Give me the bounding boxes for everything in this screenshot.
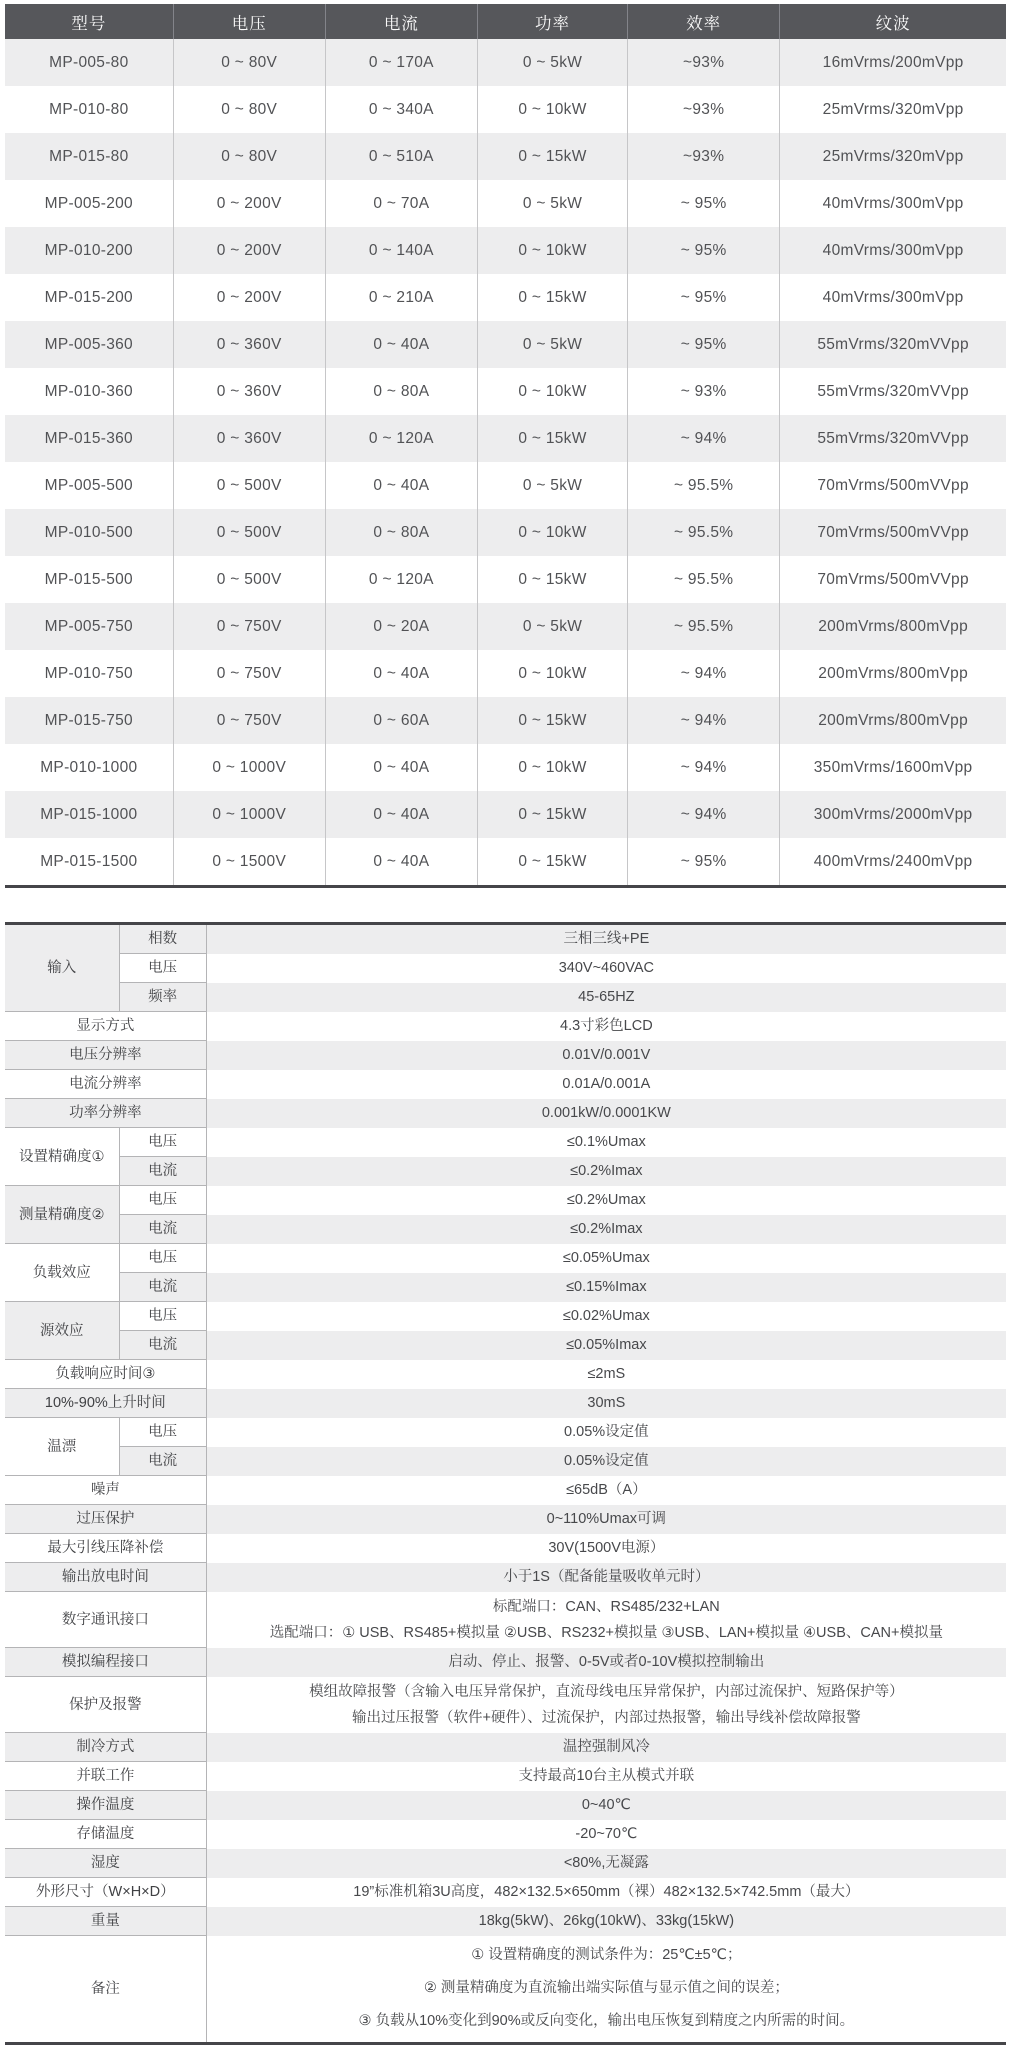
models-header-power: 功率: [477, 4, 627, 39]
spec-row-label: 并联工作: [5, 1762, 206, 1791]
voltage-cell: 0 ~ 750V: [173, 650, 325, 697]
spec-value-cell: 18kg(5kW)、26kg(10kW)、33kg(15kW): [206, 1907, 1006, 1936]
models-table-row: [5, 133, 1006, 180]
current-cell: 0 ~ 40A: [325, 791, 477, 838]
voltage-cell: 0 ~ 750V: [173, 603, 325, 650]
spec-value-cell: 0.01A/0.001A: [206, 1070, 1006, 1099]
power-cell: 0 ~ 15kW: [477, 415, 627, 462]
current-cell: 0 ~ 60A: [325, 697, 477, 744]
spec-row-label: 噪声: [5, 1476, 206, 1505]
models-table-row: [5, 39, 1006, 86]
spec-table-section: [5, 922, 1006, 2045]
efficiency-cell: ~ 95.5%: [628, 603, 780, 650]
spec-row-label: 输出放电时间: [5, 1563, 206, 1592]
efficiency-cell: ~ 94%: [628, 415, 780, 462]
ripple-cell: 40mVrms/300mVpp: [780, 180, 1006, 227]
spec-row-label: 保护及报警: [5, 1677, 206, 1733]
model-cell: MP-010-1000: [5, 744, 173, 791]
model-cell: MP-015-500: [5, 556, 173, 603]
spec-group-label: 源效应: [5, 1302, 119, 1360]
spec-value-line: 标配端口：CAN、RS485/232+LAN: [492, 1598, 720, 1615]
efficiency-cell: ~93%: [628, 39, 780, 86]
spec-group-label: 测量精确度②: [5, 1186, 119, 1244]
current-cell: 0 ~ 510A: [325, 133, 477, 180]
spec-value-line: 模组故障报警（含输入电压异常保护，直流母线电压异常保护，内部过流保护、短路保护等）: [309, 1683, 904, 1700]
current-cell: 0 ~ 80A: [325, 509, 477, 556]
spec-row-label: 存储温度: [5, 1820, 206, 1849]
ripple-cell: 55mVrms/320mVVpp: [780, 415, 1006, 462]
spec-sub-label: 电压: [119, 1128, 206, 1157]
spec-row-label: 负载响应时间③: [5, 1360, 206, 1389]
voltage-cell: 0 ~ 200V: [173, 274, 325, 321]
spec-sub-label: 电流: [119, 1215, 206, 1244]
voltage-cell: 0 ~ 750V: [173, 697, 325, 744]
current-cell: 0 ~ 40A: [325, 321, 477, 368]
ripple-cell: 200mVrms/800mVpp: [780, 697, 1006, 744]
spec-sub-label: 电流: [119, 1331, 206, 1360]
power-cell: 0 ~ 15kW: [477, 838, 627, 887]
models-header-current: 电流: [325, 4, 477, 39]
power-cell: 0 ~ 5kW: [477, 603, 627, 650]
efficiency-cell: ~ 94%: [628, 697, 780, 744]
spec-table-row: [5, 1389, 1006, 1418]
models-table-row: [5, 321, 1006, 368]
models-table-row: [5, 274, 1006, 321]
spec-sub-label: 电流: [119, 1157, 206, 1186]
spec-value-line: 选配端口：① USB、RS485+模拟量 ②USB、RS232+模拟量 ③USB、LAN+模拟量 ④USB、CAN+模拟量: [269, 1624, 943, 1641]
current-cell: 0 ~ 120A: [325, 415, 477, 462]
spec-sub-label: 相数: [119, 924, 206, 954]
models-header-model: 型号: [5, 4, 173, 39]
current-cell: 0 ~ 40A: [325, 838, 477, 887]
ripple-cell: 70mVrms/500mVVpp: [780, 509, 1006, 556]
spec-value-cell: 4.3寸彩色LCD: [206, 1012, 1006, 1041]
spec-table-row: [5, 1878, 1006, 1907]
spec-sub-label: 频率: [119, 983, 206, 1012]
model-cell: MP-005-500: [5, 462, 173, 509]
spec-value-cell: [206, 1936, 1006, 2044]
spec-table-row: [5, 1907, 1006, 1936]
voltage-cell: 0 ~ 500V: [173, 556, 325, 603]
power-cell: 0 ~ 5kW: [477, 180, 627, 227]
spec-value-cell: ≤0.05%Umax: [206, 1244, 1006, 1273]
spec-value-cell: ≤0.2%Imax: [206, 1157, 1006, 1186]
power-cell: 0 ~ 10kW: [477, 368, 627, 415]
model-cell: MP-015-1500: [5, 838, 173, 887]
spec-value-line: ③ 负载从10%变化到90%或反向变化，输出电压恢复到精度之内所需的时间。: [358, 2013, 855, 2030]
spec-value-line: 输出过压报警（软件+硬件）、过流保护，内部过热报警，输出导线补偿故障报警: [351, 1709, 861, 1726]
models-table-row: [5, 462, 1006, 509]
spec-value-cell: 30V(1500V电源）: [206, 1534, 1006, 1563]
current-cell: 0 ~ 210A: [325, 274, 477, 321]
spec-value-cell: 0.05%设定值: [206, 1447, 1006, 1476]
spec-value-cell: ≤0.2%Umax: [206, 1186, 1006, 1215]
spec-table-row: [5, 954, 1006, 983]
spec-row-label: 模拟编程接口: [5, 1648, 206, 1677]
spec-table-row: [5, 1733, 1006, 1762]
spec-group-label: 输入: [5, 924, 119, 1012]
spec-value-cell: ≤0.15%Imax: [206, 1273, 1006, 1302]
current-cell: 0 ~ 20A: [325, 603, 477, 650]
spec-value-cell: 45-65HZ: [206, 983, 1006, 1012]
spec-value-cell: <80%,无凝露: [206, 1849, 1006, 1878]
model-cell: MP-005-80: [5, 39, 173, 86]
model-cell: MP-015-750: [5, 697, 173, 744]
power-cell: 0 ~ 10kW: [477, 509, 627, 556]
voltage-cell: 0 ~ 500V: [173, 462, 325, 509]
current-cell: 0 ~ 340A: [325, 86, 477, 133]
spec-table-row: [5, 1936, 1006, 2044]
efficiency-cell: ~ 94%: [628, 744, 780, 791]
spec-row-label: 操作温度: [5, 1791, 206, 1820]
spec-table-row: [5, 1273, 1006, 1302]
spec-table-row: [5, 1186, 1006, 1215]
ripple-cell: 200mVrms/800mVpp: [780, 603, 1006, 650]
spec-table-row: [5, 1360, 1006, 1389]
model-cell: MP-015-360: [5, 415, 173, 462]
spec-row-label: 数字通讯接口: [5, 1592, 206, 1648]
efficiency-cell: ~93%: [628, 133, 780, 180]
models-table-row: [5, 791, 1006, 838]
spec-value-cell: 三相三线+PE: [206, 924, 1006, 954]
spec-value-cell: ≤0.05%Imax: [206, 1331, 1006, 1360]
spec-table-row: [5, 1157, 1006, 1186]
spec-value-cell: 0.01V/0.001V: [206, 1041, 1006, 1070]
spec-value-cell: 30mS: [206, 1389, 1006, 1418]
power-cell: 0 ~ 15kW: [477, 274, 627, 321]
ripple-cell: 40mVrms/300mVpp: [780, 274, 1006, 321]
efficiency-cell: ~ 95.5%: [628, 462, 780, 509]
spec-table-row: [5, 1215, 1006, 1244]
power-cell: 0 ~ 15kW: [477, 133, 627, 180]
spec-value-cell: 小于1S（配备能量吸收单元时）: [206, 1563, 1006, 1592]
current-cell: 0 ~ 70A: [325, 180, 477, 227]
current-cell: 0 ~ 40A: [325, 462, 477, 509]
models-header-voltage: 电压: [173, 4, 325, 39]
efficiency-cell: ~ 95%: [628, 227, 780, 274]
spec-value-cell: 启动、停止、报警、0-5V或者0-10V模拟控制输出: [206, 1648, 1006, 1677]
voltage-cell: 0 ~ 80V: [173, 86, 325, 133]
model-cell: MP-010-360: [5, 368, 173, 415]
models-table-row: [5, 603, 1006, 650]
models-table-row: [5, 180, 1006, 227]
ripple-cell: 70mVrms/500mVVpp: [780, 462, 1006, 509]
voltage-cell: 0 ~ 360V: [173, 415, 325, 462]
ripple-cell: 25mVrms/320mVpp: [780, 133, 1006, 180]
spec-table-row: [5, 1648, 1006, 1677]
spec-value-line: ① 设置精确度的测试条件为：25℃±5℃；: [471, 1947, 742, 1964]
spec-table-row: [5, 924, 1006, 954]
efficiency-cell: ~ 95%: [628, 321, 780, 368]
spec-table-row: [5, 1331, 1006, 1360]
spec-table-row: [5, 1534, 1006, 1563]
spec-group-label: 负载效应: [5, 1244, 119, 1302]
spec-row-label: 湿度: [5, 1849, 206, 1878]
power-cell: 0 ~ 10kW: [477, 744, 627, 791]
spec-table-row: [5, 1012, 1006, 1041]
spec-sub-label: 电压: [119, 1186, 206, 1215]
ripple-cell: 70mVrms/500mVVpp: [780, 556, 1006, 603]
spec-sub-label: 电压: [119, 1244, 206, 1273]
ripple-cell: 25mVrms/320mVpp: [780, 86, 1006, 133]
power-cell: 0 ~ 15kW: [477, 791, 627, 838]
spec-table-row: [5, 1244, 1006, 1273]
ripple-cell: 55mVrms/320mVVpp: [780, 321, 1006, 368]
spec-table: [5, 922, 1006, 2045]
spec-row-label: 外形尺寸（W×H×D）: [5, 1878, 206, 1907]
efficiency-cell: ~ 94%: [628, 791, 780, 838]
ripple-cell: 300mVrms/2000mVpp: [780, 791, 1006, 838]
spec-table-row: [5, 1041, 1006, 1070]
ripple-cell: 55mVrms/320mVVpp: [780, 368, 1006, 415]
model-cell: MP-015-200: [5, 274, 173, 321]
spec-value-cell: ≤0.2%Imax: [206, 1215, 1006, 1244]
spec-table-row: [5, 1849, 1006, 1878]
spec-value-cell: ≤0.02%Umax: [206, 1302, 1006, 1331]
voltage-cell: 0 ~ 500V: [173, 509, 325, 556]
models-header-efficiency: 效率: [628, 4, 780, 39]
efficiency-cell: ~ 95%: [628, 180, 780, 227]
spec-row-label: 电压分辨率: [5, 1041, 206, 1070]
spec-table-row: [5, 1476, 1006, 1505]
spec-group-label: 温漂: [5, 1418, 119, 1476]
model-cell: MP-010-80: [5, 86, 173, 133]
spec-row-label: 电流分辨率: [5, 1070, 206, 1099]
spec-value-cell: 340V~460VAC: [206, 954, 1006, 983]
model-cell: MP-005-360: [5, 321, 173, 368]
power-cell: 0 ~ 15kW: [477, 697, 627, 744]
spec-sub-label: 电流: [119, 1447, 206, 1476]
current-cell: 0 ~ 140A: [325, 227, 477, 274]
spec-row-label: 显示方式: [5, 1012, 206, 1041]
efficiency-cell: ~ 95%: [628, 838, 780, 887]
efficiency-cell: ~ 94%: [628, 650, 780, 697]
voltage-cell: 0 ~ 200V: [173, 227, 325, 274]
model-cell: MP-005-200: [5, 180, 173, 227]
spec-table-row: [5, 1128, 1006, 1157]
current-cell: 0 ~ 40A: [325, 744, 477, 791]
current-cell: 0 ~ 40A: [325, 650, 477, 697]
spec-sub-label: 电压: [119, 1302, 206, 1331]
spec-value-cell: 支持最高10台主从模式并联: [206, 1762, 1006, 1791]
spec-table-row: [5, 1418, 1006, 1447]
voltage-cell: 0 ~ 80V: [173, 133, 325, 180]
spec-group-label: 设置精确度①: [5, 1128, 119, 1186]
spec-value-line: ② 测量精确度为直流输出端实际值与显示值之间的误差；: [423, 1980, 789, 1997]
model-cell: MP-005-750: [5, 603, 173, 650]
power-cell: 0 ~ 15kW: [477, 556, 627, 603]
spec-table-row: [5, 1447, 1006, 1476]
model-cell: MP-015-1000: [5, 791, 173, 838]
ripple-cell: 400mVrms/2400mVpp: [780, 838, 1006, 887]
spec-value-cell: ≤65dB（A）: [206, 1476, 1006, 1505]
spec-table-row: [5, 1563, 1006, 1592]
spec-value-cell: -20~70℃: [206, 1820, 1006, 1849]
spec-value-cell: ≤0.1%Umax: [206, 1128, 1006, 1157]
voltage-cell: 0 ~ 80V: [173, 39, 325, 86]
voltage-cell: 0 ~ 360V: [173, 321, 325, 368]
current-cell: 0 ~ 80A: [325, 368, 477, 415]
spec-table-row: [5, 1302, 1006, 1331]
models-table-row: [5, 86, 1006, 133]
power-cell: 0 ~ 5kW: [477, 39, 627, 86]
models-table-row: [5, 744, 1006, 791]
spec-sheet: [5, 0, 1006, 2045]
ripple-cell: 16mVrms/200mVpp: [780, 39, 1006, 86]
models-table-row: [5, 697, 1006, 744]
voltage-cell: 0 ~ 1500V: [173, 838, 325, 887]
power-cell: 0 ~ 5kW: [477, 462, 627, 509]
models-table-row: [5, 650, 1006, 697]
spec-row-label: 功率分辨率: [5, 1099, 206, 1128]
efficiency-cell: ~ 95.5%: [628, 509, 780, 556]
spec-table-row: [5, 1592, 1006, 1648]
spec-value-cell: 0~40℃: [206, 1791, 1006, 1820]
spec-row-label: 10%-90%上升时间: [5, 1389, 206, 1418]
power-cell: 0 ~ 10kW: [477, 86, 627, 133]
models-header-ripple: 纹波: [780, 4, 1006, 39]
power-cell: 0 ~ 5kW: [477, 321, 627, 368]
spec-table-row: [5, 1762, 1006, 1791]
models-table-row: [5, 227, 1006, 274]
spec-sub-label: 电压: [119, 954, 206, 983]
spec-value-cell: ≤2mS: [206, 1360, 1006, 1389]
ripple-cell: 40mVrms/300mVpp: [780, 227, 1006, 274]
spec-row-label: 制冷方式: [5, 1733, 206, 1762]
voltage-cell: 0 ~ 200V: [173, 180, 325, 227]
models-table-row: [5, 509, 1006, 556]
spec-sub-label: 电流: [119, 1273, 206, 1302]
spec-table-row: [5, 1070, 1006, 1099]
power-cell: 0 ~ 10kW: [477, 650, 627, 697]
models-table-row: [5, 838, 1006, 887]
current-cell: 0 ~ 170A: [325, 39, 477, 86]
voltage-cell: 0 ~ 360V: [173, 368, 325, 415]
spec-table-row: [5, 1677, 1006, 1733]
spec-value-cell: 0~110%Umax可调: [206, 1505, 1006, 1534]
model-cell: MP-010-500: [5, 509, 173, 556]
spec-sub-label: 电压: [119, 1418, 206, 1447]
current-cell: 0 ~ 120A: [325, 556, 477, 603]
efficiency-cell: ~ 95.5%: [628, 556, 780, 603]
spec-row-label: 最大引线压降补偿: [5, 1534, 206, 1563]
spec-table-row: [5, 1099, 1006, 1128]
spec-value-cell: 温控强制风冷: [206, 1733, 1006, 1762]
efficiency-cell: ~ 95%: [628, 274, 780, 321]
models-table-row: [5, 415, 1006, 462]
spec-value-cell: 19”标准机箱3U高度，482×132.5×650mm（裸）482×132.5×742.5mm（最大）: [206, 1878, 1006, 1907]
spec-row-label: 重量: [5, 1907, 206, 1936]
models-table-row: [5, 556, 1006, 603]
spec-value-cell: [206, 1677, 1006, 1733]
models-table: [5, 4, 1006, 888]
models-table-header-row: [5, 4, 1006, 39]
spec-table-row: [5, 1820, 1006, 1849]
models-table-row: [5, 368, 1006, 415]
model-cell: MP-015-80: [5, 133, 173, 180]
power-cell: 0 ~ 10kW: [477, 227, 627, 274]
spec-table-row: [5, 983, 1006, 1012]
model-cell: MP-010-750: [5, 650, 173, 697]
ripple-cell: 200mVrms/800mVpp: [780, 650, 1006, 697]
spec-table-row: [5, 1791, 1006, 1820]
spec-value-cell: 0.05%设定值: [206, 1418, 1006, 1447]
voltage-cell: 0 ~ 1000V: [173, 791, 325, 838]
spec-value-cell: [206, 1592, 1006, 1648]
voltage-cell: 0 ~ 1000V: [173, 744, 325, 791]
spec-value-cell: 0.001kW/0.0001KW: [206, 1099, 1006, 1128]
efficiency-cell: ~ 93%: [628, 368, 780, 415]
ripple-cell: 350mVrms/1600mVpp: [780, 744, 1006, 791]
spec-row-label: 备注: [5, 1936, 206, 2044]
efficiency-cell: ~93%: [628, 86, 780, 133]
spec-row-label: 过压保护: [5, 1505, 206, 1534]
model-cell: MP-010-200: [5, 227, 173, 274]
spec-table-row: [5, 1505, 1006, 1534]
